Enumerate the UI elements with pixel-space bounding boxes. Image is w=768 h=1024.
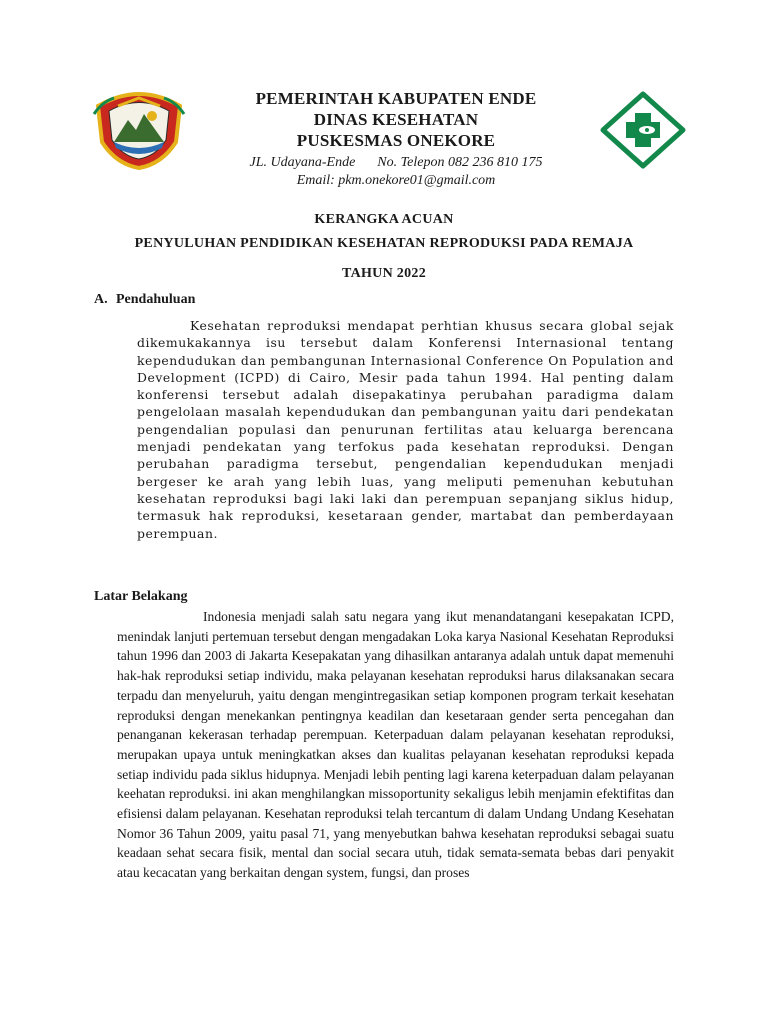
document-year: TAHUN 2022 — [341, 266, 427, 281]
email-text: Email: pkm.onekore01@gmail.com — [296, 173, 496, 188]
contact-line — [196, 154, 596, 172]
kabupaten-ende-emblem-icon — [92, 84, 186, 170]
document-title: KERANGKA ACUAN — [314, 212, 454, 227]
government-name: PEMERINTAH KABUPATEN ENDE — [255, 89, 537, 108]
section-a-heading — [94, 292, 195, 308]
phone-text: No. Telepon 082 236 810 175 — [377, 155, 543, 170]
latar-belakang-paragraph: Indonesia menjadi salah satu negara yang ikut menandatangani kesepakatan ICPD, menindak lanjuti pertemuan tersebut dengan mengadakan Loka karya Nasional Kesehatan Reproduksi tahun 1996 dan 2003 di Jakarta Kesepakatan yang dihasilkan antaranya adalah untuk dapat memenuhi hak-hak reproduksi setiap individu, maka pelayanan kesehatan reproduksi harus dilaksanakan secara terpadu dan menyeluruh, yaitu dengan mengintregasikan setiap komponen program terkait kesehatan reproduksi dengan menekankan pentingnya keadilan dan kesetaraan gender serta pencegahan dan penanganan kekerasan terhadap perempuan. Keterpaduan dalam pelayanan kesehatan reproduksi, merupakan upaya untuk meningkatkan akses dan kualitas pelayanan kesehatan reproduksi kepada setiap individu pada siklus hidupnya. Menjadi lebih penting lagi karena keterpaduan dalam pelayanan keehatan reproduksi. ini akan menghilangkan missoportunity sekaligus lebih menjamin efektifitas dan efisiensi dalam pelayanan. Kesehatan reproduksi telah tercantum di dalam Undang Undang Kesehatan Nomor 36 Tahun 2009, yaitu pasal 71, yang menyebutkan bahwa kesehatan reproduksi sebagai suatu keadaan sehat secara fisik, mental dan social secara utuh, tidak semata-semata bebas dari penyakit atau kecacatan yang berkaitan dengan system, fungsi, dan proses — [117, 609, 674, 881]
address-text: JL. Udayana-Ende — [249, 155, 356, 170]
section-number: A. — [94, 292, 108, 307]
document-subtitle: PENYULUHAN PENDIDIKAN KESEHATAN REPRODUKSI PADA REMAJA — [134, 236, 634, 251]
puskesmas-cross-logo-icon — [600, 91, 686, 169]
section-b-heading: Latar Belakang — [94, 589, 188, 604]
puskesmas-name: PUSKESMAS ONEKORE — [296, 131, 496, 150]
pendahuluan-paragraph: Kesehatan reproduksi mendapat perhtian khusus secara global sejak dikemukakannya isu tersebut dalam Konferensi Internasional tentang kependudukan dan pembangunan Internasional Conference On Population and Development (ICPD) di Cairo, Mesir pada tahun 1994. Hal penting dalam konferensi tersebut adalah disepakatinya perubahan paradigma dalam pengelolaan masalah kependudukan dan pembangunan yaitu dari pendekatan pengendalian populasi dan penurunan fertilitas atau keluarga berencana menjadi pendekatan yang terfokus pada kesehatan reproduksi. Dengan perubahan paradigma tersebut, pengendalian kependudukan menjadi bergeser ke arah yang lebih luas, yang meliputi pemenuhan kebutuhan kesehatan reproduksi bagi laki laki dan perempuan sepanjang siklus hidup, termasuk hak reproduksi, kesetaraan gender, martabat dan pemberdayaan perempuan. — [137, 318, 674, 541]
letterhead — [196, 88, 596, 190]
section-title: Pendahuluan — [116, 292, 196, 307]
department-name: DINAS KESEHATAN — [313, 110, 479, 129]
